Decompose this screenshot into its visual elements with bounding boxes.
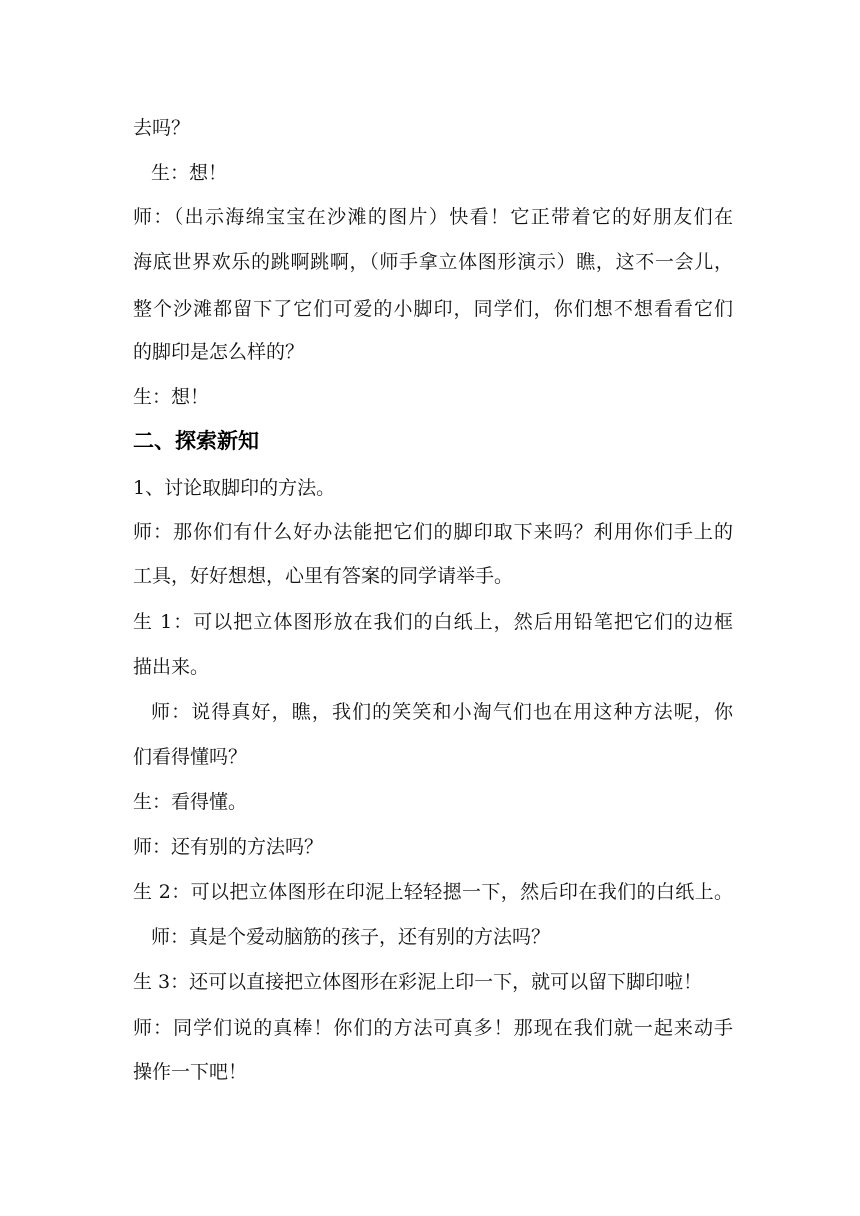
text-line: 的脚印是怎么样的？ [133, 341, 305, 363]
text-line: 生：想！ [151, 162, 228, 184]
section-heading: 二、探索新知 [133, 429, 259, 453]
text-line: 工具，好好想想，心里有答案的同学请举手。 [133, 565, 514, 587]
text-line: 海底世界欢乐的跳啊跳啊，（师手拿立体图形演示）瞧，这不一会儿， [133, 251, 733, 273]
subsection-title: 1、讨论取脚印的方法。 [133, 477, 336, 499]
text-line: 生：想！ [133, 386, 210, 408]
text-line: 师：还有别的方法吗？ [133, 836, 324, 858]
text-line: 生：看得懂。 [133, 791, 248, 813]
text-line: 师：说得真好，瞧，我们的笑笑和小淘气们也在用这种方法呢，你 [151, 701, 733, 723]
text-line: 们看得懂吗？ [133, 746, 248, 768]
text-line: 生 1：可以把立体图形放在我们的白纸上，然后用铅笔把它们的边框 [133, 611, 733, 633]
text-line: 师：同学们说的真棒！你们的方法可真多！那现在我们就一起来动手 [133, 1017, 733, 1039]
text-line: 生 2：可以把立体图形在印泥上轻轻摁一下，然后印在我们的白纸上。 [133, 881, 733, 903]
text-line: 生 3：还可以直接把立体图形在彩泥上印一下，就可以留下脚印啦！ [133, 971, 703, 993]
text-line: 师：（出示海绵宝宝在沙滩的图片）快看！它正带着它的好朋友们在 [133, 206, 733, 228]
text-line: 师：真是个爱动脑筋的孩子，还有别的方法吗？ [151, 926, 551, 948]
text-line: 操作一下吧！ [133, 1061, 248, 1083]
text-line: 描出来。 [133, 656, 210, 678]
text-line: 去吗？ [133, 117, 191, 139]
text-line: 师：那你们有什么好办法能把它们的脚印取下来吗？利用你们手上的 [133, 521, 733, 543]
text-line: 整个沙滩都留下了它们可爱的小脚印，同学们，你们想不想看看它们 [133, 298, 733, 320]
